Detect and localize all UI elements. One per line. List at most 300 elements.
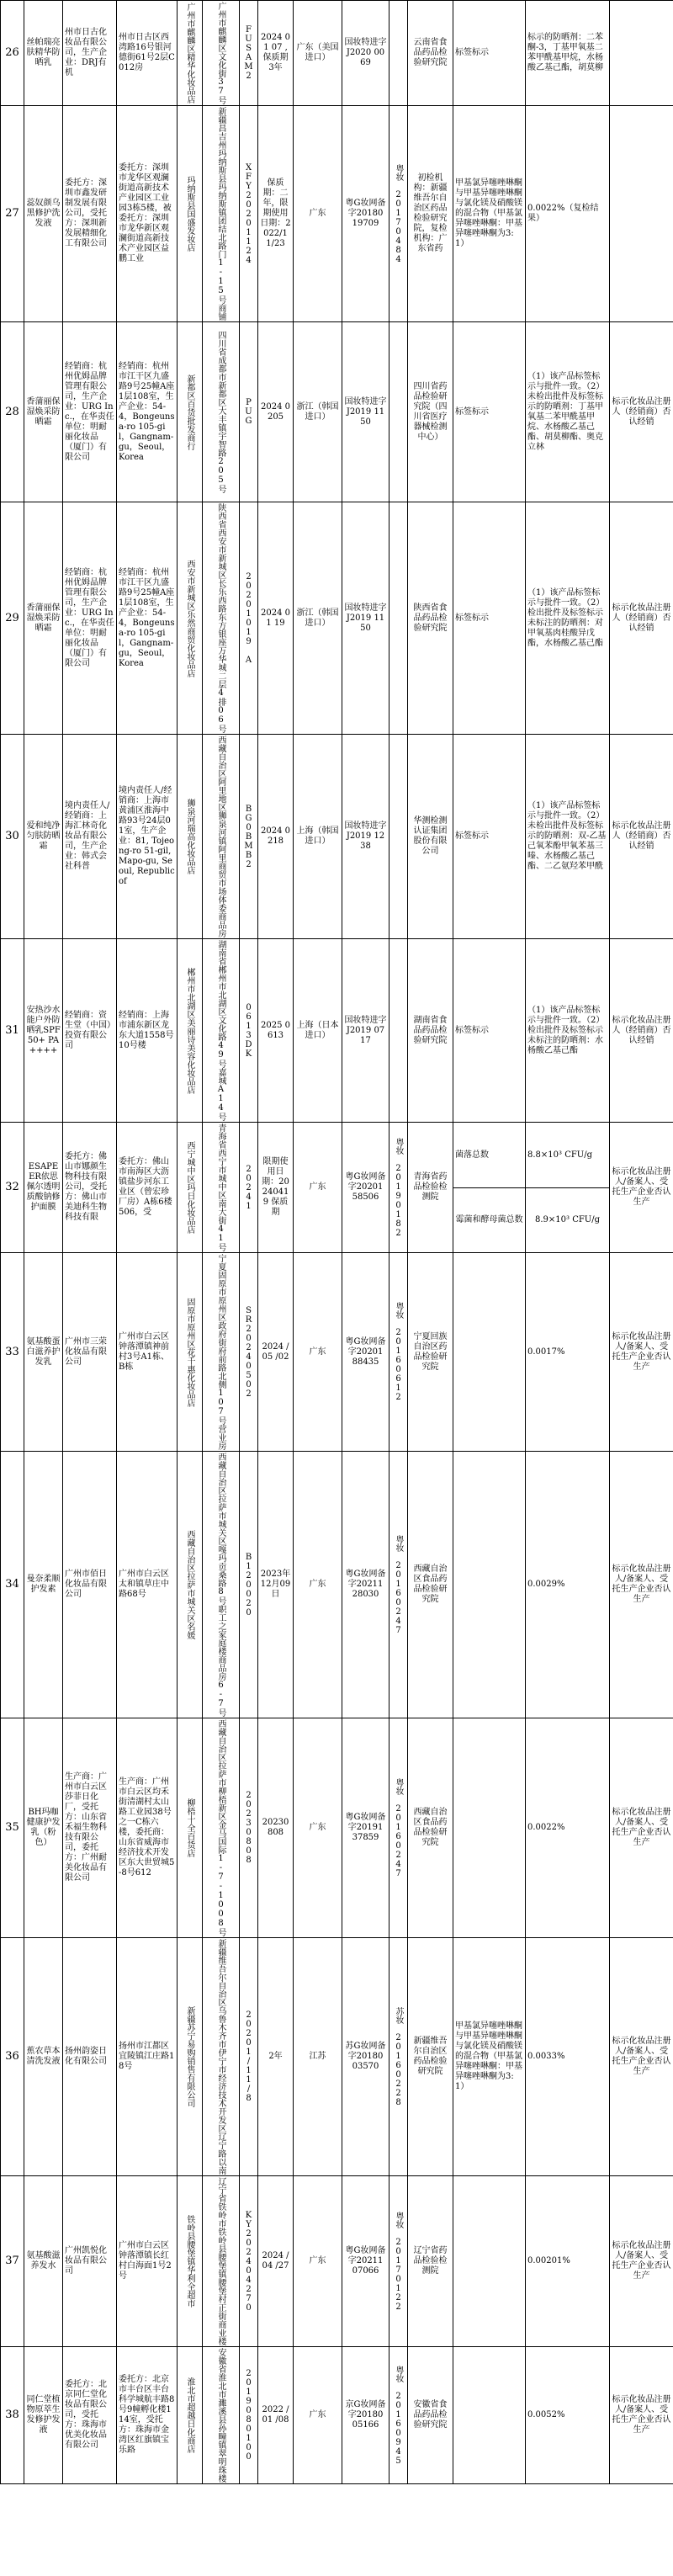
cell-text: 生产商：广州市白云区均禾街清湖村太山路工业园38号之一C栋六楼，委托商：山东省威海市经济技术开发区东大世贸城5-8号612: [119, 1777, 175, 1878]
cell-lab: [408, 1253, 453, 1452]
cell-text: 华测检测认证集团股份有限公司: [413, 816, 448, 856]
cell-text: 宁夏回族自治区药品检验研究院: [413, 1331, 448, 1372]
cell-lab: [408, 106, 453, 322]
cell-text: 26: [5, 46, 19, 59]
cell-no: [1, 322, 24, 502]
cell-text: 2024 /05 /02: [262, 1341, 289, 1362]
cell-entrusted: [63, 735, 117, 939]
cell-text: SR20240502: [244, 1305, 253, 1399]
cell-text: 菌落总数: [455, 1150, 489, 1160]
cell-text: 曼奈柔顺护发素: [26, 1575, 61, 1594]
cell-text: 国妆特进字J2019 1150: [344, 396, 387, 427]
cell-text: 标示化妆品注册人/备案人、受托生产企业否认生产: [612, 2241, 671, 2281]
cell-text: 安徽省淮北市濉溪县孙疃镇翠明珠楼: [216, 2348, 225, 2483]
cell-no: [1, 1123, 24, 1253]
cell-result: [389, 1, 408, 106]
cell-text: 2025 0613: [261, 1020, 290, 1040]
cell-seller: [178, 322, 203, 502]
cell-text: 20241: [244, 1164, 253, 1211]
cell-text: 广州市白云区太和镇草庄中路68号: [119, 1570, 169, 1599]
cell-text: 标签标示: [455, 831, 489, 841]
cell-lab: [408, 1938, 453, 2176]
cell-text: 广州市三荣化妆品有限公司: [65, 1336, 107, 1367]
cell-license: [342, 1253, 389, 1452]
cell-text: 安热沙水能户外防晒乳SPF50+ PA++++: [26, 1005, 61, 1055]
cell-text: 京G妆网备字20180 05166: [345, 2400, 386, 2430]
cell-text: 35: [5, 1821, 19, 1834]
cell-date: [258, 1718, 294, 1938]
cell-date: [258, 1452, 294, 1718]
cell-text: 标示化妆品注册人（经销商）否认经销: [612, 603, 671, 633]
cell-text: 委托方：北京同仁堂化妆品有限公司，受托方：珠海市优美化妆品有限公司: [65, 2380, 107, 2450]
cell-date: [258, 1123, 294, 1253]
cell-lab: [408, 1718, 453, 1938]
cell-license: [342, 1938, 389, 2176]
cell-no: [1, 735, 24, 939]
cell-product: [24, 106, 63, 322]
cell-text: 爱和纯净匀肤防晒霜: [26, 821, 61, 851]
cell-item: [453, 1718, 526, 1938]
cell-conclusion: [610, 322, 673, 502]
cell-entrusted: [63, 2347, 117, 2484]
cell-text: 标签标示: [455, 406, 489, 417]
cell-text: 0.0017%: [527, 1346, 565, 1357]
cell-text: 广东: [309, 2256, 326, 2265]
cell-address: [117, 735, 178, 939]
cell-text: 上海（韩国进口）: [296, 826, 339, 846]
cell-text: 保质期：二年，限期使用日期：2022/11/23: [260, 178, 291, 248]
cell-license: [342, 106, 389, 322]
cell-entrusted: [63, 2176, 117, 2347]
table-body: [1, 1, 673, 2484]
cell-standard: [526, 1123, 610, 1188]
cell-lab: [408, 322, 453, 502]
cell-result: [389, 735, 408, 939]
cell-entrusted: [63, 1452, 117, 1718]
cell-entrusted: [63, 1718, 117, 1938]
cell-product: [24, 1, 63, 106]
cell-text: 广东: [309, 209, 326, 218]
cell-date: [258, 1253, 294, 1452]
table-row: [1, 1718, 673, 1938]
cell-batch: [240, 2347, 258, 2484]
cell-text: 标示化妆品注册人（经销商）否认经销: [612, 821, 671, 851]
cell-text: 国妆特进字J2020 0069: [344, 38, 387, 67]
cell-text: 2024 01 19: [261, 608, 290, 628]
cell-license: [342, 939, 389, 1123]
cell-date: [258, 1938, 294, 2176]
cell-text: 江苏: [309, 2052, 326, 2061]
cell-origin: [294, 1718, 342, 1938]
cell-no: [1, 106, 24, 322]
cell-text: 8.8×10³ CFU/g: [527, 1150, 592, 1160]
cell-address: [117, 1452, 178, 1718]
cell-text: 0.0022%: [527, 1823, 565, 1832]
cell-text: 28: [5, 405, 19, 418]
cell-conclusion: [610, 1123, 673, 1253]
cell-address: [117, 2347, 178, 2484]
cell-address: [117, 939, 178, 1123]
cell-standard: [526, 939, 610, 1123]
cell-text: 新疆昌吉州玛纳斯县玛纳斯镇团结北路门1-15号商铺: [216, 107, 225, 321]
cell-seller-addr: [203, 735, 240, 939]
cell-text: 38: [5, 2409, 19, 2421]
cell-text: 委托方：北京市丰台区丰台科学城航丰路8号9幢孵化楼114室，受托方：珠海市金湾区红旗镇宝乐路: [119, 2375, 175, 2455]
cell-origin: [294, 939, 342, 1123]
cell-text: 丝帕瑞亮肤精华防晒乳: [26, 38, 61, 67]
cell-text: （1）该产品标签标示与批件一致。（2）未检出批件及标签标示的防晒剂：丁基甲氧基二苯甲酰基甲烷、水杨酸乙基己酯、胡莫柳酯、奥克立林: [527, 371, 605, 452]
cell-item2: [453, 1188, 526, 1253]
cell-address: [117, 2176, 178, 2347]
cell-entrusted: [63, 1253, 117, 1452]
cell-batch: [240, 1938, 258, 2176]
cell-date: [258, 2347, 294, 2484]
cell-text: 2024 01 07 , 保质期 3年: [261, 33, 290, 72]
cell-entrusted: [63, 106, 117, 322]
cell-origin: [294, 735, 342, 939]
cell-license: [342, 1123, 389, 1253]
cell-text: BG0BMB2: [244, 804, 253, 869]
cell-text: 粤G妆网备字20211 07066: [345, 2246, 386, 2276]
cell-origin: [294, 1, 342, 106]
cell-text: （1）该产品标签标示与批件一致。（2）检出批件及标签标示未标注的防晒剂：水杨酸乙基己酯: [527, 1005, 605, 1055]
cell-seller-addr: [203, 1, 240, 106]
cell-text: 西藏自治区拉萨市城关区嘎玛贡桑路8号职工之家庭楼商品房6-7号: [216, 1453, 225, 1717]
cell-entrusted: [63, 939, 117, 1123]
cell-text: 境内责任人/经销商：上海市黄浦区淮海中路93号24层01室，生产企业：81, Tojeong-ro 51-gil, Mapo-gu, Seoul, Republic of: [119, 786, 175, 886]
cell-text: 州市日古区西湾路16号银河德街61号2层C012房: [119, 33, 175, 72]
cell-conclusion: [610, 1452, 673, 1718]
cell-seller: [178, 1, 203, 106]
cell-origin: [294, 1123, 342, 1253]
cell-text: 31: [5, 1023, 19, 1037]
cell-license: [342, 502, 389, 735]
cell-text: 20201019 A: [244, 571, 253, 665]
cell-result: [389, 1718, 408, 1938]
cell-text: 标示化妆品注册人/备案人、受托生产企业否认生产: [612, 1331, 671, 1372]
cell-text: 西藏自治区拉萨市城关区名媛: [185, 1530, 194, 1639]
cell-text: ESAPEER依思佩尔透明质酸钠修护面膜: [26, 1162, 61, 1212]
cell-text: 狮泉河瑞高化妆品店: [185, 799, 194, 874]
cell-seller: [178, 502, 203, 735]
cell-text: （1）该产品标签标示与批件一致。（2）检出批件及标签标示未标注的防晒剂：对甲氧基肉桂酸异戊酯，水杨酸乙基己酯: [527, 587, 605, 648]
cell-no: [1, 502, 24, 735]
cell-date: [258, 322, 294, 502]
cell-text: 淮北市超越日化商店: [185, 2377, 194, 2453]
cell-batch: [240, 735, 258, 939]
cell-item: [453, 502, 526, 735]
cell-text: 辽宁省药品检验检测院: [413, 2246, 448, 2276]
cell-lab: [408, 735, 453, 939]
cell-item: [453, 939, 526, 1123]
cell-item: [453, 2176, 526, 2347]
cell-text: 委托方：佛山市南海区大沥镇盐步河东工业区（曾宏珍厂房）A栋6楼506，受: [119, 1157, 172, 1217]
cell-conclusion: [610, 939, 673, 1123]
cell-item: [453, 2347, 526, 2484]
cell-batch: [240, 1718, 258, 1938]
cell-text: FUSAM2: [244, 25, 253, 81]
cell-text: 广州凯悦化妆品有限公司: [65, 2246, 107, 2276]
cell-text: PUG: [244, 398, 253, 426]
cell-text: 粤G妆网备字20191 37859: [345, 1813, 386, 1842]
cell-text: 8.9×10³ CFU/g: [535, 1215, 600, 1225]
cell-seller-addr: [203, 939, 240, 1123]
cell-text: 玛纳斯县国盛发妆店: [185, 176, 194, 252]
cell-address: [117, 502, 178, 735]
cell-origin: [294, 2176, 342, 2347]
cell-item: [453, 1452, 526, 1718]
cell-text: 标示化妆品注册人/备案人、受托生产企业否认生产: [612, 1808, 671, 1847]
cell-text: 同仁堂植物原萃生发修护发液: [26, 2395, 61, 2435]
cell-seller: [178, 1123, 203, 1253]
cell-address: [117, 106, 178, 322]
cell-text: 新疆维吾尔自治区药品检验研究院: [413, 2037, 448, 2076]
cell-no: [1, 1718, 24, 1938]
cell-text: 20230808: [244, 1791, 253, 1865]
cell-text: 广东: [309, 1580, 326, 1589]
cell-result: [389, 1123, 408, 1253]
cell-address: [117, 322, 178, 502]
cell-result: [389, 2347, 408, 2484]
cell-conclusion: [610, 1938, 673, 2176]
cell-product: [24, 322, 63, 502]
cell-seller-addr: [203, 2176, 240, 2347]
cell-no: [1, 1, 24, 106]
cell-text: 苏妆 20160228: [394, 2006, 403, 2107]
cell-license: [342, 735, 389, 939]
cell-text: 经销商：杭州市江干区九盛路9号25幢A座1层108室，生产企业：54-4，Bongeunsa-ro 105-gil，Gangnam-gu，Seoul，Korea: [119, 361, 175, 462]
cell-date: [258, 735, 294, 939]
cell-text: 湖南省郴州市北湖区文化路49号嘉城A14号: [216, 940, 225, 1121]
cell-product: [24, 939, 63, 1123]
cell-text: 生产商：广州市白云区莎菲日化厂，受托方：山东省禾福生物科技有限公司，委托方：广州耐美化妆品有限公司: [65, 1772, 107, 1883]
cell-item: [453, 1253, 526, 1452]
cell-license: [342, 2176, 389, 2347]
cell-item: [453, 735, 526, 939]
cell-seller: [178, 2347, 203, 2484]
cell-origin: [294, 1452, 342, 1718]
cell-entrusted: [63, 1, 117, 106]
cell-text: 0613DK: [244, 1002, 253, 1059]
table-row: [1, 939, 673, 1123]
cell-address: [117, 1253, 178, 1452]
cell-text: 广东（美国进口）: [296, 43, 339, 62]
cell-lab: [408, 1452, 453, 1718]
cell-text: 广东: [309, 1346, 326, 1357]
cell-no: [1, 2347, 24, 2484]
cell-entrusted: [63, 502, 117, 735]
cell-text: 铁岭县腰堡镇华利全超市: [185, 2215, 194, 2308]
cell-text: 经销商：杭州优姆品牌管理有限公司，生产企业：URG Inc.，在华责任单位：明耐丽化妆品（厦门）有限公司: [65, 361, 114, 462]
cell-text: 标示化妆品注册人/备案人、受托生产企业否认生产: [612, 1167, 671, 1207]
cell-standard: [526, 1452, 610, 1718]
cell-text: 0.0033%: [527, 2052, 565, 2061]
cell-text: 湖南省食品药品检验研究院: [413, 1015, 448, 1045]
cell-date: [258, 502, 294, 735]
cell-date: [258, 2176, 294, 2347]
cell-text: 0.0029%: [527, 1580, 565, 1589]
cell-seller: [178, 106, 203, 322]
cell-standard2: [526, 1188, 610, 1253]
cell-text: 2024 0205: [261, 401, 290, 422]
cell-product: [24, 502, 63, 735]
cell-seller-addr: [203, 1452, 240, 1718]
cell-standard: [526, 1718, 610, 1938]
cell-text: 西藏自治区阿里地区狮泉河镇阿里商贸市场体委商品房: [216, 736, 225, 937]
cell-seller-addr: [203, 1718, 240, 1938]
table-row: [1, 1123, 673, 1188]
cell-text: 蕊奴颜乌黑修护洗发液: [26, 199, 61, 228]
cell-product: [24, 1253, 63, 1452]
cell-text: 柳梧十全百货店: [185, 1798, 194, 1857]
cell-origin: [294, 2347, 342, 2484]
cell-text: 广州市麒麟区精华化妆品店: [185, 3, 194, 104]
cell-result: [389, 502, 408, 735]
cell-result: [389, 1253, 408, 1452]
cell-text: 境内责任人/经销商：上海汇林奇化妆品有限公司，生产企业：韩式会社科普: [65, 801, 110, 871]
cell-address: [117, 1718, 178, 1938]
cell-license: [342, 1718, 389, 1938]
cell-text: 广州市白云区钟落潭镇神前村3号A1栋、B栋: [119, 1331, 169, 1372]
cell-text: 浙江（韩国进口）: [296, 608, 339, 628]
cell-text: 粤妆 20160945: [394, 2365, 403, 2466]
cell-text: 20230808: [262, 1818, 289, 1837]
cell-result: [389, 2176, 408, 2347]
cell-text: 粤妆 20160247: [394, 1777, 403, 1878]
cell-standard: [526, 2347, 610, 2484]
cell-item: [453, 322, 526, 502]
cell-lab: [408, 1123, 453, 1253]
cell-product: [24, 1718, 63, 1938]
cell-seller-addr: [203, 1938, 240, 2176]
cell-conclusion: [610, 735, 673, 939]
cell-conclusion: [610, 1253, 673, 1452]
table-row: [1, 1, 673, 106]
cell-result: [389, 1938, 408, 2176]
cell-no: [1, 939, 24, 1123]
cell-text: 西安市新城区乐然商贸化妆品店: [185, 559, 194, 677]
cell-standard: [526, 2176, 610, 2347]
cell-text: 粤G妆网备字20211 28030: [345, 1570, 386, 1599]
cell-conclusion: [610, 1, 673, 106]
cell-batch: [240, 1123, 258, 1253]
cell-text: 粤G妆网备字20180 19709: [345, 199, 386, 228]
cell-text: 29: [5, 611, 19, 624]
cell-seller: [178, 1253, 203, 1452]
cell-no: [1, 1452, 24, 1718]
cell-text: 固原市原州区花千惠化妆品店: [185, 1297, 194, 1407]
cell-batch: [240, 1253, 258, 1452]
cell-text: 霉菌和酵母菌总数: [455, 1215, 523, 1225]
cell-text: 2022 /01 /08: [262, 2405, 289, 2425]
cell-standard: [526, 1, 610, 106]
cell-text: 香蒲丽保湿焕采防晒霜: [26, 396, 61, 427]
cell-text: 2024 0218: [261, 826, 290, 846]
cell-batch: [240, 322, 258, 502]
cell-text: 西藏自治区食品药品检验研究院: [413, 1808, 448, 1847]
cell-text: 33: [5, 1345, 19, 1358]
cell-result: [389, 322, 408, 502]
cell-lab: [408, 939, 453, 1123]
cell-conclusion: [610, 106, 673, 322]
cell-product: [24, 1938, 63, 2176]
cell-text: 0.00201%: [527, 2256, 570, 2265]
cell-text: 粤妆 20170122: [394, 2211, 403, 2312]
cell-item: [453, 106, 526, 322]
cell-date: [258, 106, 294, 322]
cell-license: [342, 1452, 389, 1718]
cell-text: 香蒲丽保湿焕采防晒霜: [26, 603, 61, 633]
cell-item: [453, 1, 526, 106]
cell-text: XFY20201124: [244, 162, 253, 265]
cell-seller-addr: [203, 2347, 240, 2484]
cell-text: 四川省成都市新都区大丰镇宇智路205号: [216, 331, 225, 493]
table-row: [1, 1253, 673, 1452]
cell-origin: [294, 106, 342, 322]
cell-standard: [526, 106, 610, 322]
cell-text: 经销商：上海市浦东新区龙东大道1558号10号楼: [119, 1010, 174, 1050]
cell-seller-addr: [203, 502, 240, 735]
cell-text: 广东: [309, 2410, 326, 2419]
cell-text: 青海省药品检验检测院: [413, 1172, 448, 1202]
cell-standard: [526, 1938, 610, 2176]
cell-seller: [178, 735, 203, 939]
cell-seller: [178, 1938, 203, 2176]
cell-date: [258, 939, 294, 1123]
cell-standard: [526, 735, 610, 939]
cell-text: 委托方：深圳市龙华区观澜街道高新技术产业园区工业园3栋5楼，被委托方：深圳市龙华新区观澜街道高新技术产业园区益鹏工业: [119, 163, 172, 263]
cell-text: 标示的防晒剂：二苯酮-3，丁基甲氧基二苯甲酰基甲烷，水杨酸乙基己酯，胡莫柳: [527, 33, 603, 72]
cell-seller-addr: [203, 1123, 240, 1253]
cell-address: [117, 1938, 178, 2176]
cell-result: [389, 1452, 408, 1718]
cell-result: [389, 106, 408, 322]
cell-no: [1, 1253, 24, 1452]
cell-text: 国妆特进字J2019 1238: [344, 821, 387, 851]
cell-text: 20201/11/8: [244, 2010, 253, 2103]
cell-text: 粤妆 20160247: [394, 1534, 403, 1635]
cell-text: BH玛咖健康护发乳（粉色）: [26, 1808, 61, 1847]
cell-text: 粤妆 20160612: [394, 1302, 403, 1402]
cell-text: 标签标示: [455, 1025, 489, 1035]
cell-text: 新疆苏宁易购销售有限公司: [185, 2006, 194, 2107]
cell-text: 委托方：佛山市娜颜生物科技有限公司，受托方：佛山市美迪科生物科技有限: [65, 1152, 107, 1222]
cell-license: [342, 1, 389, 106]
cell-text: 标签标示: [455, 48, 489, 57]
cell-product: [24, 2176, 63, 2347]
cell-lab: [408, 1, 453, 106]
table-row: [1, 1452, 673, 1718]
cell-text: 2年: [268, 2052, 283, 2061]
cell-text: 蕉农草本清洗发液: [26, 2047, 61, 2066]
cell-text: 粤G妆网备字20201 88435: [345, 1336, 386, 1367]
table-row: [1, 106, 673, 322]
cell-lab: [408, 2176, 453, 2347]
cell-text: 初检机构：新疆维吾尔自治区药品检验研究院，复检机构：广东省药: [413, 173, 448, 253]
cell-origin: [294, 502, 342, 735]
cell-text: 标签标示: [455, 613, 489, 623]
cell-text: 36: [5, 2050, 19, 2063]
cell-text: 限期使用日期：20240419 保质期: [262, 1157, 289, 1217]
cell-text: 青海省西宁市城中区南大街41号: [216, 1123, 225, 1251]
cell-address: [117, 1, 178, 106]
cell-seller-addr: [203, 322, 240, 502]
cell-conclusion: [610, 1718, 673, 1938]
cell-text: 国妆特进字J2019 1150: [344, 603, 387, 633]
table-row: [1, 502, 673, 735]
cell-text: 宁夏固原市原州区政府街府前路北侧107号营业房: [216, 1254, 225, 1450]
cell-text: 委托方：深圳市鑫发研制发展有限公司，受托方：深圳新发展精细化工有限公司: [65, 178, 107, 248]
